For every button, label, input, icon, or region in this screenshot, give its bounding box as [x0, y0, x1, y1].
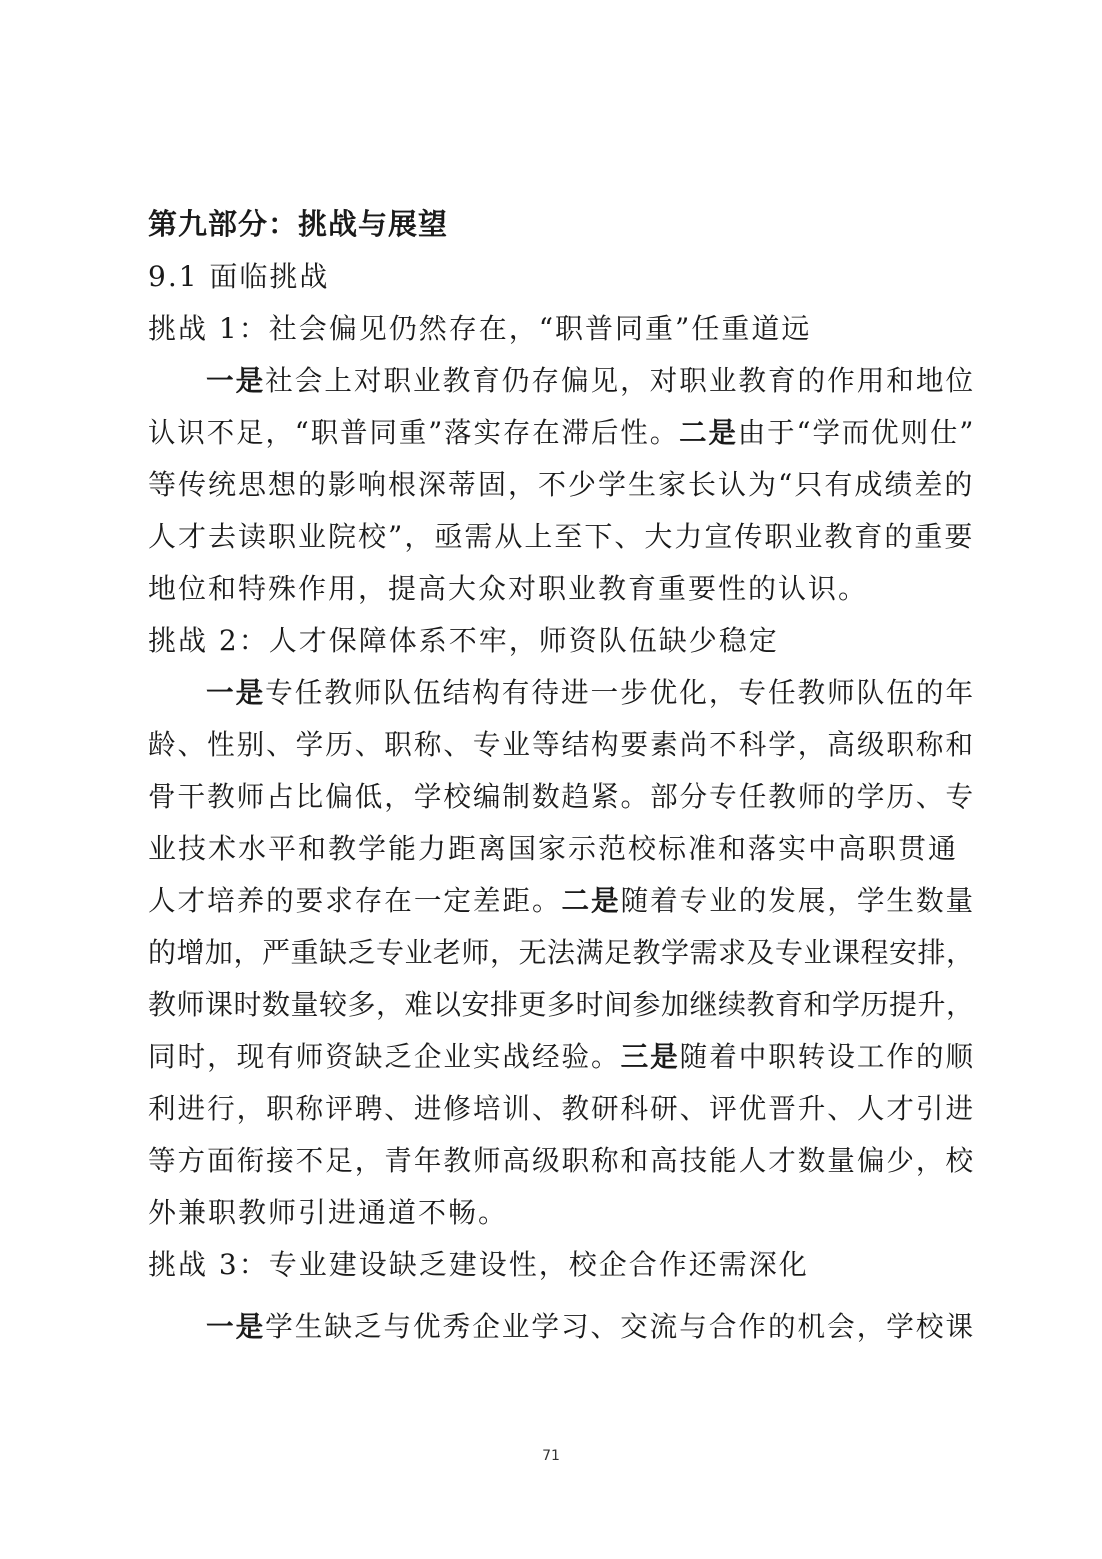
lead-marker: 三是 [620, 1040, 680, 1073]
paragraph-line: 的增加，严重缺乏专业老师，无法满足教学需求及专业课程安排， [148, 936, 975, 969]
paragraph-line: 业技术水平和教学能力距离国家示范校标准和落实中高职贯通 [148, 832, 959, 865]
lead-marker: 一是 [206, 364, 266, 397]
lead-marker: 一是 [206, 676, 266, 709]
paragraph-line: 骨干教师占比偏低，学校编制数趋紧。部分专任教师的学历、专 [148, 780, 975, 813]
line-text: 人才培养的要求存在一定差距。 [148, 884, 562, 917]
line-text: 认识不足，“职普同重”落实存在滞后性。 [148, 416, 680, 449]
line-text: 专任教师队伍结构有待进一步优化，专任教师队伍的年 [265, 676, 976, 709]
paragraph-line [148, 415, 975, 451]
section-title: 9.1 面临挑战 [148, 260, 330, 293]
challenge-2-title: 挑战 2：人才保障体系不牢，师资队伍缺少稳定 [148, 624, 779, 657]
paragraph-line [206, 675, 975, 711]
paragraph-line: 地位和特殊作用，提高大众对职业教育重要性的认识。 [148, 572, 869, 605]
paragraph-line: 等方面衔接不足，青年教师高级职称和高技能人才数量偏少，校 [148, 1144, 975, 1177]
line-text: 由于“学而优则仕” [737, 416, 976, 449]
paragraph-line [148, 883, 975, 919]
lead-marker: 一是 [206, 1310, 266, 1343]
paragraph-line: 外兼职教师引进通道不畅。 [148, 1196, 509, 1229]
part-heading: 第九部分：挑战与展望 [148, 207, 449, 241]
paragraph-line: 利进行，职称评聘、进修培训、教研科研、评优晋升、人才引进 [148, 1092, 975, 1125]
paragraph-line [148, 1039, 975, 1075]
line-text: 随着中职转设工作的顺 [679, 1040, 976, 1073]
challenge-3-title: 挑战 3：专业建设缺乏建设性，校企合作还需深化 [148, 1248, 809, 1281]
paragraph-line [206, 1309, 975, 1345]
challenge-1-title: 挑战 1：社会偏见仍然存在，“职普同重”任重道远 [148, 312, 812, 345]
page-number: 71 [542, 1448, 560, 1464]
line-text: 同时，现有师资缺乏企业实战经验。 [148, 1040, 621, 1073]
paragraph-line [206, 363, 975, 399]
line-text: 随着专业的发展，学生数量 [620, 884, 976, 917]
paragraph-line: 人才去读职业院校”，亟需从上至下、大力宣传职业教育的重要 [148, 520, 975, 553]
paragraph-line: 等传统思想的影响根深蒂固，不少学生家长认为“只有成绩差的 [148, 468, 975, 501]
line-text: 社会上对职业教育仍存偏见，对职业教育的作用和地位 [265, 364, 976, 397]
line-text: 学生缺乏与优秀企业学习、交流与合作的机会，学校课 [265, 1310, 976, 1343]
paragraph-line: 龄、性别、学历、职称、专业等结构要素尚不科学，高级职称和 [148, 728, 975, 761]
lead-marker: 二是 [561, 884, 621, 917]
paragraph-line: 教师课时数量较多，难以安排更多时间参加继续教育和学历提升， [148, 988, 975, 1021]
lead-marker: 二是 [679, 416, 738, 449]
